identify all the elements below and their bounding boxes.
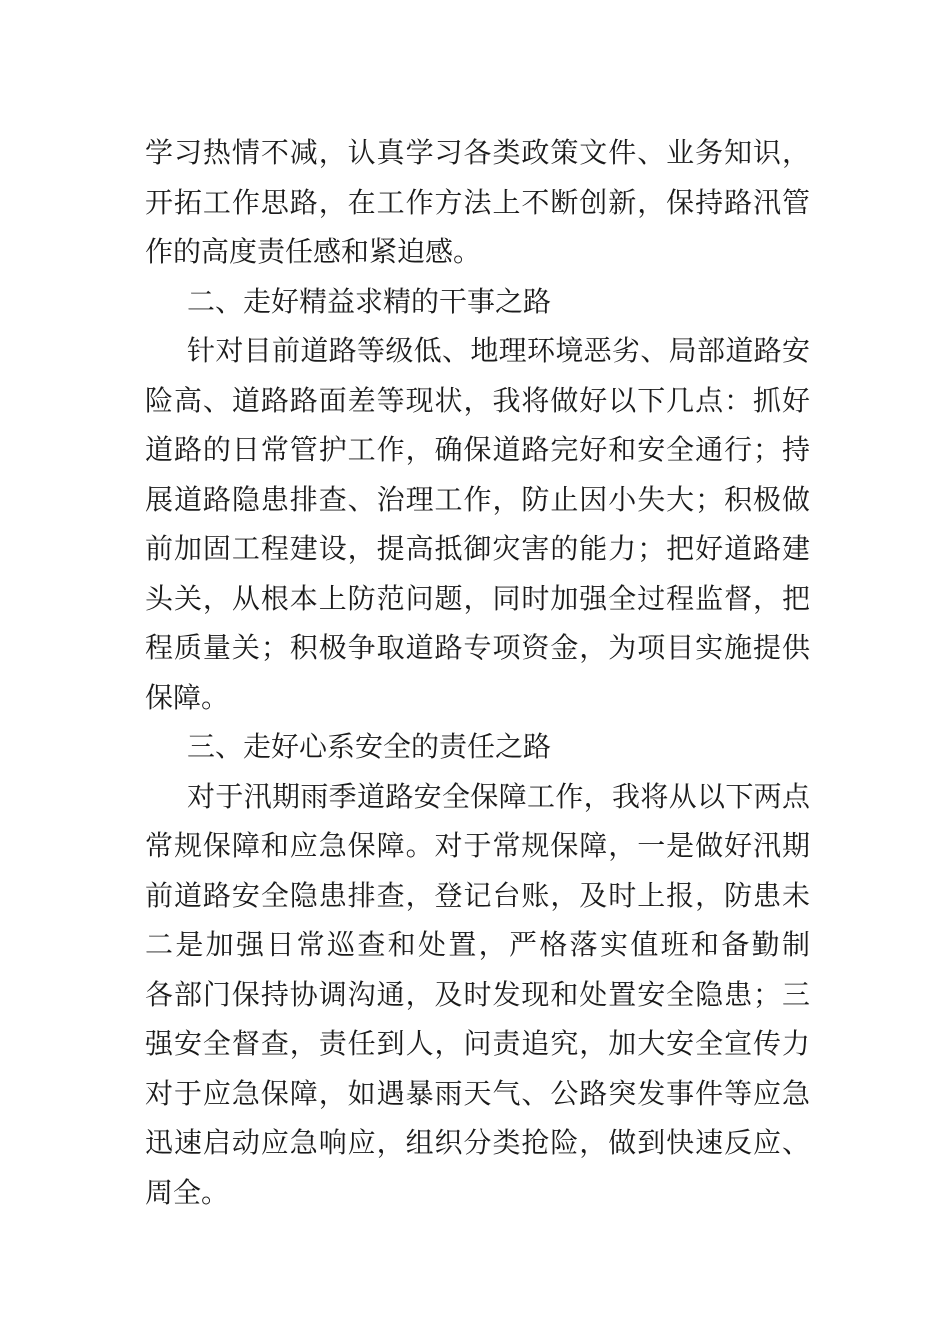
text-line: 道路的日常管护工作，确保道路完好和安全通行；持 xyxy=(145,433,810,466)
text-line: 学习热情不减，认真学习各类政策文件、业务知识， xyxy=(145,136,810,169)
body-text xyxy=(145,128,810,1217)
text-line: 作的高度责任感和紧迫感。 xyxy=(145,235,482,268)
text-line: 对于应急保障，如遇暴雨天气、公路突发事件等应急 xyxy=(145,1076,810,1110)
text-line: 程质量关；积极争取道路专项资金，为项目实施提供 xyxy=(145,631,810,664)
text-line: 常规保障和应急保障。对于常规保障，一是做好汛期 xyxy=(145,829,810,862)
text-line: 头关，从根本上防范问题，同时加强全过程监督，把 xyxy=(145,581,810,615)
text-line: 对于汛期雨季道路安全保障工作，我将从以下两点 xyxy=(187,779,810,813)
text-line: 展道路隐患排查、治理工作，防止因小失大；积极做 xyxy=(145,482,810,516)
text-line: 三、走好心系安全的责任之路 xyxy=(187,730,552,763)
text-line: 保障。 xyxy=(145,680,230,714)
text-line: 二、走好精益求精的干事之路 xyxy=(187,284,552,318)
text-line: 周全。 xyxy=(145,1175,230,1209)
text-line: 针对目前道路等级低、地理环境恶劣、局部道路安 xyxy=(187,334,810,367)
text-line: 二是加强日常巡查和处置，严格落实值班和备勤制 xyxy=(145,928,810,961)
text-line: 前加固工程建设，提高抵御灾害的能力；把好道路建 xyxy=(145,532,810,565)
text-line: 强安全督查，责任到人，问责追究，加大安全宣传力 xyxy=(145,1027,810,1060)
text-line: 险高、道路路面差等现状，我将做好以下几点：抓好 xyxy=(145,383,810,417)
text-line: 迅速启动应急响应，组织分类抢险，做到快速反应、 xyxy=(145,1126,810,1159)
text-line: 开拓工作思路，在工作方法上不断创新，保持路汛管 xyxy=(145,185,810,219)
text-line: 各部门保持协调沟通，及时发现和处置安全隐患；三 xyxy=(145,977,810,1011)
text-line: 前道路安全隐患排查，登记台账，及时上报，防患未 xyxy=(145,878,810,912)
